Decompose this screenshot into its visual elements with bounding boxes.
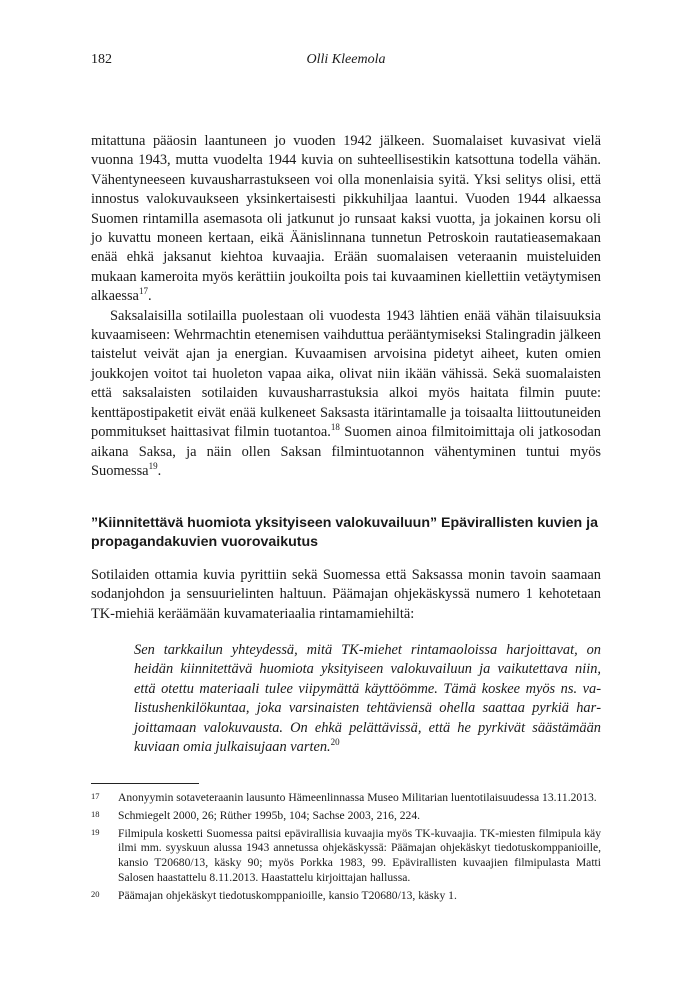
running-head: [91, 52, 601, 72]
footnote-number: 18: [91, 808, 100, 819]
footnote-ref-20[interactable]: 20: [330, 737, 340, 748]
footnote-number: 19: [91, 826, 100, 837]
footnote-18: [91, 809, 601, 824]
footnote-ref-18[interactable]: 18: [330, 422, 340, 433]
footnote-ref-19[interactable]: 19: [148, 461, 158, 472]
footnote-19: [91, 827, 601, 886]
section-body: Sotilaiden ottamia kuvia pyrittiin sekä Suomessa että Saksassa monin tavoin saamaan sodanjohdon ja sensuurielinten haltuun. Päämajan ohjekäskyssä numero 1 kehotetaan TK-miehiä keräämään kuvamateriaalia rintamamiehiltä:: [91, 567, 601, 622]
footnote-20: [91, 889, 601, 904]
footnote-number: 20: [91, 888, 100, 899]
footnotes: [91, 791, 601, 907]
paragraph-2: Saksalaisilla sotilailla puolestaan oli vuodesta 1943 lähtien enää vähän tilaisuuksia kuvaamiseen: Wehrmachtin etenemisen vaihduttua perääntymiseksi Stalingradin jälkeen taistelut veivät ajan ja energian. Kuvaamisen arvoisina pidetyt aiheet, kuten omien joukkojen voitot tai huoleton vapaa aika, olivat niin ikään vähissä. Sekä suomalaisten että saksalaisten sotilaiden kuvausharrastuksia alkoi myös haitata filmin puute: kenttäpostipaketit eivät enää kulkeneet Saksasta itärintamalle ja toisaalta liittoutuneiden pommitukset haittasivat filmin tuotantoa.$^{18}$ Suomen ainoa filmitoimittaja oli jatkosodan aikana Saksa, ja näin ollen Saksan filmintuotannon vähentyminen tuntui myös Suomessa$^{19}$.: [91, 307, 601, 479]
body-text: [91, 132, 601, 481]
page-number: 182: [91, 52, 112, 67]
footnote-number: 17: [91, 791, 100, 801]
footnote-text: Filmipula kosketti Suomessa paitsi epävirallisia kuvaajia myös TK-kuvaajia. TK-miesten filmipula käy ilmi mm. syyskuun alussa 1943 annetussa ohjekäskyssä: Päämajan ohjekäskyt tiedotuskomppanioille, kansio T20680/13, käsky 90; myös Porkka 1983, 99. Epävirallisten kuvaajien filmipulasta Matti Salosen haastattelu 8.11.2013. Haastattelu kirjoittajan hallussa.: [118, 826, 601, 884]
running-author: Olli Kleemola: [306, 52, 386, 67]
section-heading: ”Kiinnitettävä huomiota yksityiseen valokuvailuun” Epävirallisten kuvien ja propagandakuvien vuorovaikutus: [91, 515, 598, 550]
footnote-divider: [91, 783, 199, 784]
footnote-ref-17[interactable]: 17: [138, 286, 148, 297]
footnote-17: [91, 791, 601, 806]
footnote-text: Päämajan ohjekäskyt tiedotuskomppanioille, kansio T20680/13, käsky 1.: [118, 888, 457, 902]
footnote-text: Anonyymin sotaveteraanin lausunto Hämeenlinnassa Museo Militarian luentotilaisuudessa 13.11.2013.: [118, 791, 597, 804]
footnote-text: Schmiegelt 2000, 26; Rüther 1995b, 104; Sachse 2003, 216, 224.: [118, 808, 421, 822]
paragraph-1: mitattuna pääosin laantuneen jo vuoden 1942 jälkeen. Suomalaiset kuvasivat vielä vuonna 1943, mutta vuodelta 1944 kuvia on suhteellisestikin katsottuna todella vähän. Vähentyneeseen kuvausharrastukseen voi olla monenlaisia syitä. Yksi selitys olisi, että innostus valokuvaukseen yksinkertaisesti pikkuhiljaa laantui. Vuoden 1944 alkaessa Suomen rintamilla asemasota oli jatkunut jo runsaat kaksi vuotta, ja jokainen korsu oli jo kuvattu moneen kertaan, eikä Äänislinnana tunnetun Petroskoin rautatieasemakaan enää ehkä jaksanut kiehtoa kuvaajia. Erään suomalaisen veteraanin muisteluiden mukaan kameroita myös kerättiin joukoilta pois tai kuvaaminen kiellettiin vetäytymisen alkaessa$^{17}$.: [91, 133, 601, 305]
block-quote: Sen tarkkailun yhteydessä, mitä TK-miehet rintamaoloissa harjoittavat, on heidän kiinnitettävä huomiota yksityiseen valokuvailuun ja vaikutettava niin, että otettu materiaali tulee viipymättä käyttöömme. Tämä koskee myös ns. valistushenkilökuntaa, joka varsinaisten tehtäviensä ohella saattaa pyrkiä harjoittamaan valokuvausta. On ehkä pelättävissä, että he pyrkivät säästämään kuviaan omia julkaisujaan varten.$^{20}$: [134, 642, 601, 756]
